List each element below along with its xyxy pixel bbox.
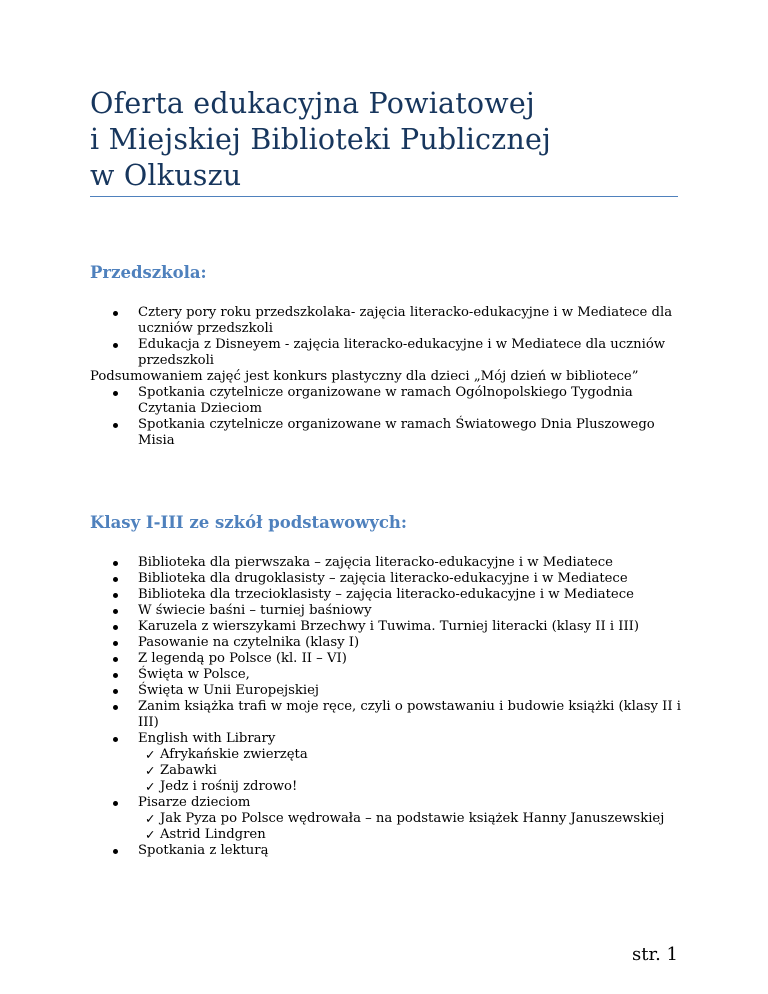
list-item — [90, 731, 690, 747]
title-underline — [90, 196, 678, 197]
item-text: Biblioteka dla drugoklasisty – zajęcia literacko-edukacyjne i w Mediatece — [138, 571, 628, 586]
item-text: Spotkania czytelnicze organizowane w ramach Światowego Dnia Pluszowego Misia — [138, 417, 655, 448]
item-text: Jak Pyza po Polsce wędrowała – na podstawie książek Hanny Januszewskiej — [160, 811, 665, 826]
item-text: Święta w Polsce, — [138, 667, 250, 682]
item-text: Cztery pory roku przedszkolaka- zajęcia literacko-edukacyjne i w Mediatece dla uczniów przedszkoli — [138, 305, 673, 336]
list-item — [90, 603, 690, 619]
item-text: W świecie baśni – turniej baśniowy — [138, 603, 372, 618]
item-text: Afrykańskie zwierzęta — [160, 747, 308, 762]
item-text: Pasowanie na czytelnika (klasy I) — [138, 635, 360, 650]
checkmark-icon: ✓ — [145, 811, 156, 826]
item-text: Jedz i rośnij zdrowo! — [160, 779, 298, 794]
checklist-item — [90, 827, 690, 843]
item-text: Biblioteka dla pierwszaka – zajęcia literacko-edukacyjne i w Mediatece — [138, 555, 613, 570]
przedszkola-list — [90, 305, 690, 449]
item-text: Edukacja z Disneyem - zajęcia literacko-edukacyjne i w Mediatece dla uczniów przedszkoli — [138, 337, 666, 368]
item-text: Z legendą po Polsce (kl. II – VI) — [138, 651, 347, 666]
item-text: Astrid Lindgren — [160, 827, 266, 842]
checklist-item — [90, 763, 690, 779]
checklist-item — [90, 747, 690, 763]
checkmark-icon: ✓ — [145, 763, 156, 778]
list-item — [90, 635, 690, 651]
list-item — [90, 795, 690, 811]
list-item — [90, 571, 690, 587]
section-heading-przedszkola: Przedszkola: — [90, 263, 207, 282]
list-item — [90, 683, 690, 699]
checklist-item — [90, 811, 690, 827]
klasy-list — [90, 555, 690, 859]
item-text: Zabawki — [160, 763, 217, 778]
list-item — [90, 555, 690, 571]
checkmark-icon: ✓ — [145, 747, 156, 762]
title-line-3: w Olkuszu — [90, 159, 242, 192]
item-text: Święta w Unii Europejskiej — [138, 683, 319, 698]
item-text: Spotkania z lekturą — [138, 843, 269, 858]
item-text: Zanim książka trafi w moje ręce, czyli o powstawaniu i budowie książki (klasy II i III) — [138, 699, 681, 730]
list-item — [90, 337, 690, 369]
list-item — [90, 305, 690, 337]
page-number: str. 1 — [632, 944, 678, 965]
list-item — [90, 651, 690, 667]
document-title — [90, 86, 690, 194]
list-item — [90, 385, 690, 417]
list-item — [90, 619, 690, 635]
title-line-2: i Miejskiej Biblioteki Publicznej — [90, 123, 552, 156]
checklist-item — [90, 779, 690, 795]
list-item — [90, 699, 690, 731]
checkmark-icon: ✓ — [145, 779, 156, 794]
item-text: Karuzela z wierszykami Brzechwy i Tuwima. Turniej literacki (klasy II i III) — [138, 619, 640, 634]
title-line-1: Oferta edukacyjna Powiatowej — [90, 87, 535, 120]
checkmark-icon: ✓ — [145, 827, 156, 842]
item-text: Pisarze dzieciom — [138, 795, 251, 810]
list-item — [90, 417, 690, 449]
list-item — [90, 843, 690, 859]
item-text: English with Library — [138, 731, 276, 746]
list-item — [90, 667, 690, 683]
section-heading-klasy: Klasy I-III ze szkół podstawowych: — [90, 513, 408, 532]
item-text: Podsumowaniem zajęć jest konkurs plastyczny dla dzieci „Mój dzień w bibliotece” — [90, 369, 639, 384]
item-text: Spotkania czytelnicze organizowane w ramach Ogólnopolskiego Tygodnia Czytania Dzieciom — [138, 385, 633, 416]
item-text: Biblioteka dla trzecioklasisty – zajęcia literacko-edukacyjne i w Mediatece — [138, 587, 634, 602]
list-item — [90, 587, 690, 603]
paragraph-text — [90, 369, 690, 385]
